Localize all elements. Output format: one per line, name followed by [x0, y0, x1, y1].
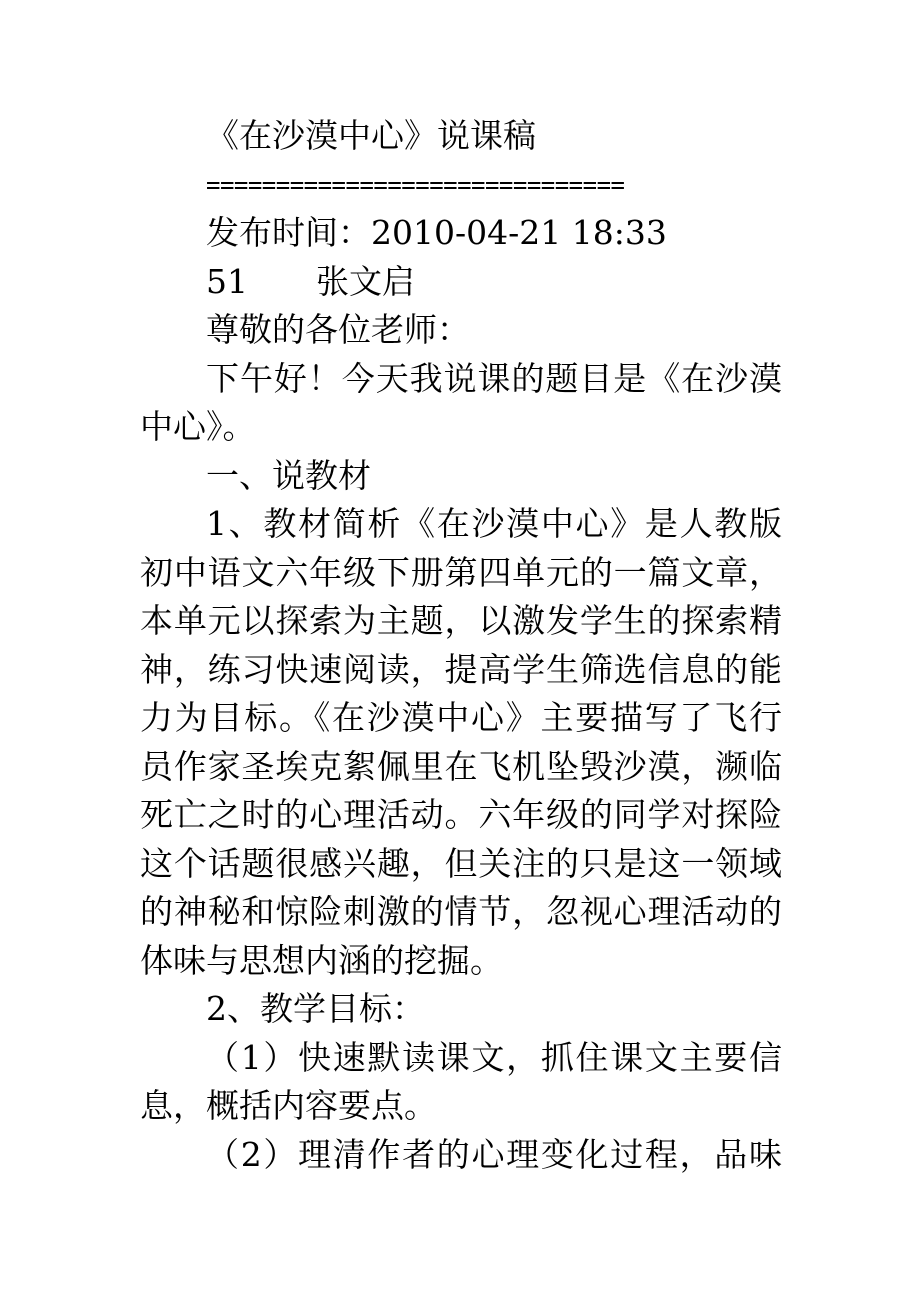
section-heading: 2、教学目标： — [206, 989, 425, 1028]
paragraph-line: 这个话题很感兴趣，但关注的只是这一领域 — [140, 843, 782, 883]
paragraph-line: 死亡之时的心理活动。六年级的同学对探险 — [140, 795, 782, 834]
paragraph-line: 体味与思想内涵的挖掘。 — [140, 940, 503, 980]
title-divider: ============================== — [206, 170, 625, 199]
paragraph-line: 本单元以探索为主题，以激发学生的探索精 — [140, 601, 782, 640]
paragraph-line: 中心》。 — [140, 407, 256, 446]
paragraph-line: （1）快速默读课文，抓住课文主要信 — [206, 1037, 782, 1077]
author-number: 51 — [206, 261, 248, 301]
publish-time: 发布时间：2010-04-21 18:33 — [206, 213, 667, 252]
paragraph-line: 力为目标。《在沙漠中心》主要描写了飞行 — [140, 698, 782, 737]
paragraph-line: 息，概括内容要点。 — [140, 1086, 437, 1125]
author-name: 张文启 — [316, 261, 415, 301]
paragraph-line: 的神秘和惊险刺激的情节，忽视心理活动的 — [140, 892, 782, 931]
greeting: 尊敬的各位老师： — [206, 310, 470, 349]
paragraph-line: 员作家圣埃克絮佩里在飞机坠毁沙漠，濒临 — [140, 746, 782, 786]
paragraph-line: 神，练习快速阅读，提高学生筛选信息的能 — [140, 649, 782, 689]
document-body — [140, 112, 782, 1179]
paragraph-line: 初中语文六年级下册第四单元的一篇文章， — [140, 552, 782, 592]
paragraph-line: （2）理清作者的心理变化过程，品味 — [206, 1134, 782, 1174]
paragraph-line: 1、教材简析《在沙漠中心》是人教版 — [206, 504, 782, 543]
author-line — [140, 258, 782, 307]
document-title: 《在沙漠中心》说课稿 — [206, 116, 536, 155]
section-heading: 一、说教材 — [206, 455, 371, 495]
paragraph-line: 下午好！今天我说课的题目是《在沙漠 — [206, 358, 782, 398]
